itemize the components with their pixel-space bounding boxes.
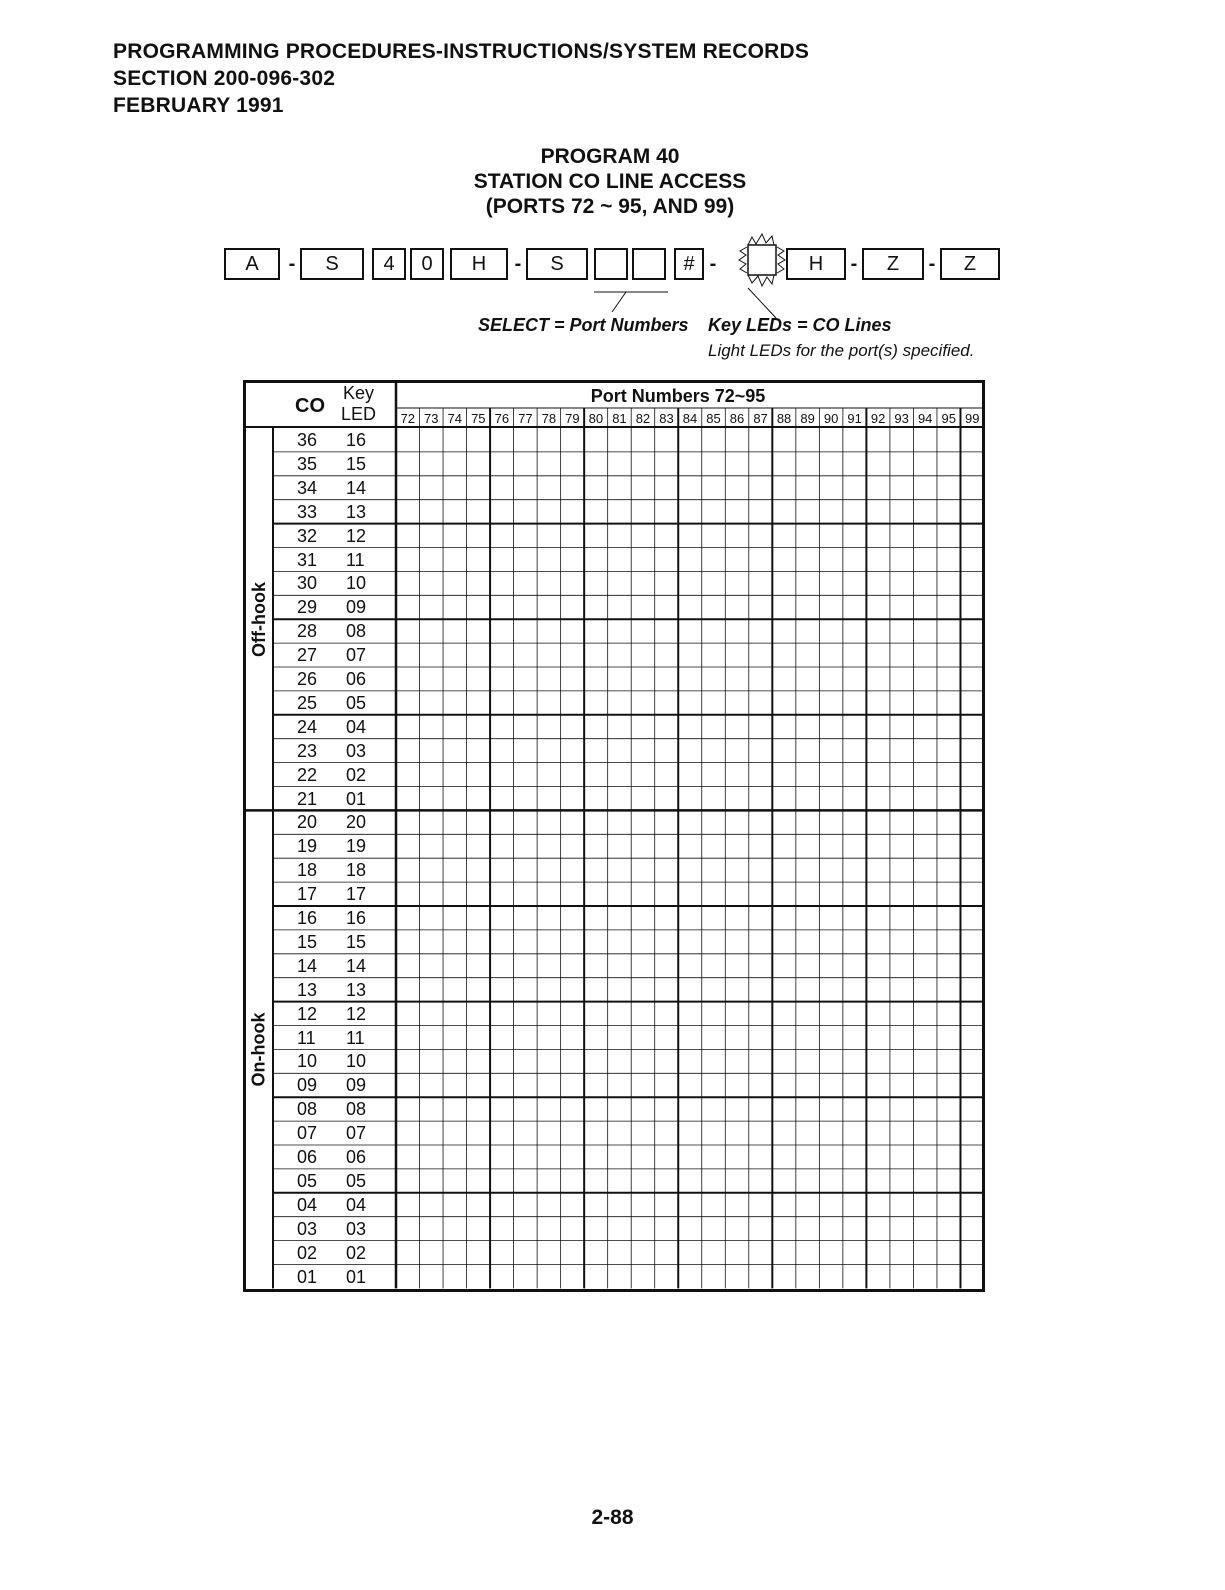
co-number: 04 [297,1194,318,1215]
port-number-label: 88 [776,411,792,426]
co-number: 08 [297,1099,318,1120]
co-number: 09 [297,1075,318,1096]
co-number: 19 [297,836,318,857]
dash: - [709,252,717,275]
port-number-label: 75 [471,411,486,426]
port-numbers-header-text: Port Numbers 72~95 [590,386,766,406]
key-led-number: 06 [346,669,367,689]
title-line-2: STATION CO LINE ACCESS [473,170,747,193]
key-led-number: 14 [346,955,367,976]
key-led-number: 11 [346,1027,365,1048]
title-line-3: (PORTS 72 ~ 95, AND 99) [485,195,735,218]
port-number-label: 85 [706,411,721,426]
co-number: 22 [297,764,318,785]
port-number-label: 90 [823,411,839,426]
key-box-hash: # [674,248,704,280]
co-number: 31 [297,549,318,570]
port-number-label: 99 [964,411,980,426]
port-number-label: 94 [917,411,933,426]
key-box-h: H [786,248,846,280]
port-number-label: 91 [847,411,862,426]
key-led-number: 16 [346,430,367,450]
port-number-label: 84 [682,411,698,426]
key-box-a: A [224,248,280,280]
key-box-h: H [450,248,508,280]
key-led-number: 05 [346,692,367,713]
key-led-number: 13 [346,501,367,522]
key-led-number: 03 [346,740,367,761]
key-led-number: 01 [346,788,367,809]
co-number: 07 [297,1123,318,1144]
key-led-number: 02 [346,1242,367,1263]
port-number-label: 78 [541,411,557,426]
port-number-label: 72 [400,411,415,426]
co-number: 24 [297,716,318,737]
co-number: 16 [297,908,318,928]
port-number-label: 82 [635,411,651,426]
co-number: 32 [297,525,318,546]
port-number-label: 93 [894,411,909,426]
dash: - [850,252,858,275]
key-header-line-1: Key [342,383,375,403]
key-led-number: 15 [346,453,367,474]
key-led-number: 11 [346,549,365,570]
key-led-number: 09 [346,1075,367,1096]
port-number-label: 79 [565,411,580,426]
co-number: 28 [297,621,318,642]
document-header [113,38,809,119]
co-number: 20 [297,812,318,833]
port-number-label: 92 [870,411,886,426]
header-line-3: FEBRUARY 1991 [113,94,284,117]
key-led-number: 03 [346,1218,367,1239]
program-title [420,144,800,219]
port-number-label: 77 [518,411,533,426]
key-led-number: 10 [346,573,367,594]
key-led-number: 02 [346,764,367,785]
co-number: 12 [297,1003,318,1024]
co-number: 23 [297,740,318,761]
key-led-number: 20 [346,812,367,833]
key-led-number: 04 [346,1194,367,1215]
dash: - [928,252,936,275]
co-number: 02 [297,1242,318,1263]
port-number-label: 89 [800,411,815,426]
key-led-number: 12 [346,1003,367,1024]
co-column-header: CO [295,395,325,417]
header-line-1: PROGRAMMING PROCEDURES-INSTRUCTIONS/SYSTEM RECORDS [113,40,810,63]
key-header-line-2: LED [341,404,377,424]
key-box-4: 4 [372,248,406,280]
key-led-number: 04 [346,716,367,737]
port-number-label: 74 [447,411,463,426]
key-led-number: 08 [346,1099,367,1120]
key-led-number: 08 [346,621,367,642]
select-digit-box-1 [594,248,628,280]
co-number: 33 [297,501,318,522]
co-number: 29 [297,597,318,618]
co-number: 03 [297,1218,318,1239]
key-led-number: 06 [346,1147,367,1167]
page-number: 2-88 [591,1506,634,1529]
key-led-number: 14 [346,477,367,498]
select-digit-box-2 [632,248,666,280]
co-number: 21 [297,788,318,809]
co-number: 25 [297,692,318,713]
key-led-number: 13 [346,979,367,1000]
key-led-number: 16 [346,908,367,928]
port-number-label: 87 [753,411,768,426]
key-led-number: 17 [346,884,367,905]
key-led-number: 05 [346,1170,367,1191]
key-led-number: 10 [346,1051,367,1072]
co-number: 01 [297,1266,318,1287]
co-number: 27 [297,645,318,666]
co-number: 13 [297,979,318,1000]
title-line-1: PROGRAM 40 [540,145,680,168]
key-sequence [224,245,1014,287]
port-number-label: 81 [612,411,627,426]
co-number: 34 [297,477,318,498]
dash: - [514,252,522,275]
key-leds-annotation: Key LEDs = CO Lines [708,315,892,335]
key-led-number: 09 [346,597,367,618]
port-number-label: 95 [941,411,956,426]
key-led-number: 01 [346,1266,367,1287]
group-label-1: On-hook [248,1012,269,1087]
port-number-label: 83 [659,411,674,426]
key-box-0: 0 [410,248,444,280]
co-number: 11 [297,1027,316,1048]
key-led-burst-icon [734,231,790,289]
key-led-number: 07 [346,1123,367,1144]
key-led-number: 19 [346,836,367,857]
co-number: 14 [297,955,318,976]
co-number: 30 [297,573,318,594]
co-number: 36 [297,430,318,450]
port-number-label: 73 [424,411,439,426]
select-annotation: SELECT = Port Numbers [478,315,689,335]
co-number: 17 [297,884,318,905]
header-line-2: SECTION 200-096-302 [113,67,336,90]
group-label-0: Off-hook [248,581,269,657]
port-number-label: 80 [588,411,604,426]
key-led-number: 18 [346,860,367,881]
co-number: 10 [297,1051,318,1072]
co-number: 06 [297,1147,318,1167]
key-box-s: S [526,248,588,280]
co-number: 35 [297,453,318,474]
dash: - [288,252,296,275]
port-number-label: 76 [494,411,510,426]
key-box-z: Z [940,248,1000,280]
key-box-z: Z [862,248,924,280]
record-table [243,380,987,1294]
co-number: 15 [297,931,318,952]
co-number: 05 [297,1170,318,1191]
light-leds-note: Light LEDs for the port(s) specified. [708,341,975,360]
port-number-label: 86 [729,411,745,426]
key-led-number: 15 [346,931,367,952]
key-led-number: 12 [346,525,367,546]
key-box-s: S [300,248,364,280]
key-led-number: 07 [346,645,367,666]
co-number: 18 [297,860,318,881]
co-number: 26 [297,669,318,689]
